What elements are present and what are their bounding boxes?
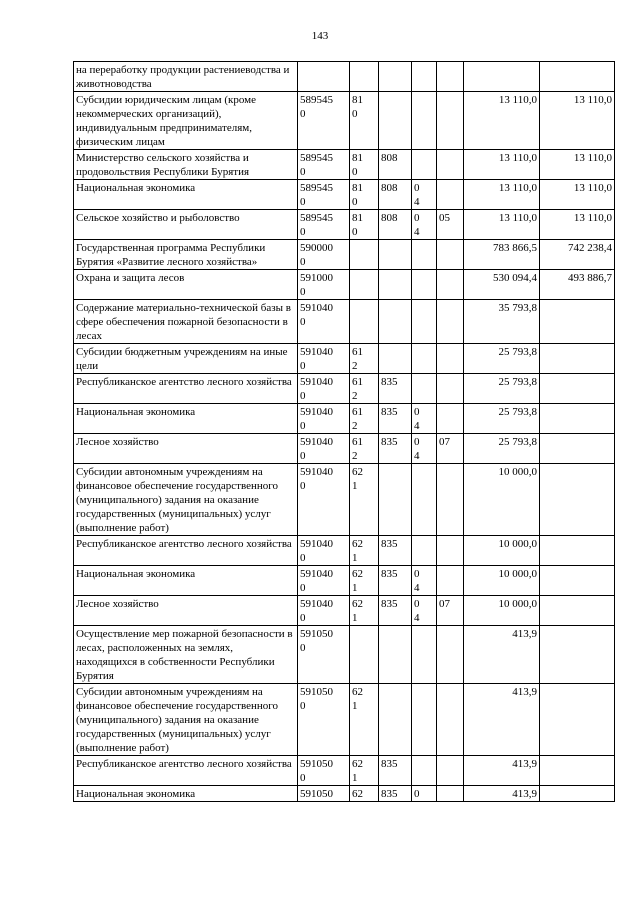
expense-type-code: 61 2 (350, 404, 379, 434)
expense-type-code: 62 1 (350, 684, 379, 756)
subsection-code (437, 240, 464, 270)
expense-type-code: 61 2 (350, 344, 379, 374)
subsection-code: 05 (437, 210, 464, 240)
expense-type-code: 62 (350, 786, 379, 802)
expense-type-code (350, 626, 379, 684)
ministry-code: 835 (379, 434, 412, 464)
amount-year-2 (540, 596, 615, 626)
expense-type-code: 81 0 (350, 180, 379, 210)
table-row (74, 566, 615, 596)
section-code (412, 536, 437, 566)
row-name: Субсидии автономным учреждениям на финансовое обеспечение государственного (муниципального) задания на оказание государственных (муниципальных) услуг (выполнение работ) (74, 464, 298, 536)
amount-year-2 (540, 374, 615, 404)
section-code (412, 374, 437, 404)
section-code: 0 4 (412, 210, 437, 240)
ministry-code (379, 92, 412, 150)
table-body (74, 62, 615, 802)
amount-year-1: 25 793,8 (464, 404, 540, 434)
target-article-code: 591000 0 (298, 270, 350, 300)
subsection-code (437, 180, 464, 210)
row-name: Национальная экономика (74, 180, 298, 210)
ministry-code (379, 464, 412, 536)
ministry-code: 808 (379, 150, 412, 180)
row-name: Национальная экономика (74, 786, 298, 802)
table-row (74, 626, 615, 684)
section-code (412, 344, 437, 374)
section-code: 0 4 (412, 404, 437, 434)
expense-type-code (350, 270, 379, 300)
row-name: Республиканское агентство лесного хозяйства (74, 536, 298, 566)
target-article-code: 589545 0 (298, 150, 350, 180)
amount-year-1: 783 866,5 (464, 240, 540, 270)
amount-year-1 (464, 62, 540, 92)
ministry-code (379, 626, 412, 684)
expense-type-code: 81 0 (350, 210, 379, 240)
amount-year-2: 742 238,4 (540, 240, 615, 270)
subsection-code (437, 464, 464, 536)
target-article-code: 591040 0 (298, 434, 350, 464)
row-name: Республиканское агентство лесного хозяйства (74, 374, 298, 404)
subsection-code (437, 92, 464, 150)
budget-table (73, 61, 615, 802)
expense-type-code: 81 0 (350, 150, 379, 180)
target-article-code: 589545 0 (298, 210, 350, 240)
target-article-code: 591040 0 (298, 300, 350, 344)
amount-year-1: 13 110,0 (464, 210, 540, 240)
expense-type-code: 61 2 (350, 374, 379, 404)
amount-year-1: 25 793,8 (464, 344, 540, 374)
target-article-code: 591040 0 (298, 374, 350, 404)
subsection-code (437, 62, 464, 92)
amount-year-2 (540, 626, 615, 684)
expense-type-code: 62 1 (350, 464, 379, 536)
amount-year-2 (540, 566, 615, 596)
amount-year-1: 413,9 (464, 684, 540, 756)
amount-year-1: 13 110,0 (464, 92, 540, 150)
ministry-code: 835 (379, 596, 412, 626)
row-name: Лесное хозяйство (74, 596, 298, 626)
target-article-code: 591040 0 (298, 596, 350, 626)
ministry-code (379, 240, 412, 270)
section-code: 0 4 (412, 596, 437, 626)
subsection-code (437, 344, 464, 374)
amount-year-1: 413,9 (464, 756, 540, 786)
section-code (412, 300, 437, 344)
amount-year-2 (540, 786, 615, 802)
ministry-code: 835 (379, 566, 412, 596)
row-name: Лесное хозяйство (74, 434, 298, 464)
subsection-code (437, 566, 464, 596)
table-row (74, 270, 615, 300)
amount-year-1: 413,9 (464, 626, 540, 684)
amount-year-1: 13 110,0 (464, 180, 540, 210)
amount-year-1: 10 000,0 (464, 596, 540, 626)
ministry-code (379, 684, 412, 756)
table-row (74, 596, 615, 626)
table-row (74, 756, 615, 786)
target-article-code: 591040 0 (298, 404, 350, 434)
table-row (74, 210, 615, 240)
subsection-code (437, 684, 464, 756)
row-name: Министерство сельского хозяйства и продовольствия Республики Бурятия (74, 150, 298, 180)
amount-year-1: 25 793,8 (464, 374, 540, 404)
amount-year-2: 13 110,0 (540, 210, 615, 240)
page-number: 143 (311, 30, 329, 42)
table-row (74, 344, 615, 374)
section-code (412, 92, 437, 150)
target-article-code: 591050 0 (298, 684, 350, 756)
target-article-code: 591050 0 (298, 626, 350, 684)
table-row (74, 180, 615, 210)
table-row (74, 786, 615, 802)
row-name: Сельское хозяйство и рыболовство (74, 210, 298, 240)
target-article-code: 591040 0 (298, 536, 350, 566)
amount-year-2 (540, 536, 615, 566)
table-row (74, 62, 615, 92)
amount-year-2 (540, 62, 615, 92)
section-code: 0 4 (412, 566, 437, 596)
subsection-code (437, 786, 464, 802)
section-code: 0 4 (412, 180, 437, 210)
amount-year-2 (540, 404, 615, 434)
expense-type-code (350, 62, 379, 92)
expense-type-code: 62 1 (350, 756, 379, 786)
section-code (412, 464, 437, 536)
subsection-code (437, 536, 464, 566)
subsection-code: 07 (437, 434, 464, 464)
target-article-code: 591040 0 (298, 464, 350, 536)
subsection-code (437, 756, 464, 786)
table-row (74, 150, 615, 180)
target-article-code: 591040 0 (298, 566, 350, 596)
ministry-code (379, 300, 412, 344)
expense-type-code: 62 1 (350, 566, 379, 596)
ministry-code (379, 344, 412, 374)
row-name: Содержание материально-технической базы в сфере обеспечения пожарной безопасности в лесах (74, 300, 298, 344)
ministry-code: 808 (379, 180, 412, 210)
amount-year-2: 13 110,0 (540, 92, 615, 150)
section-code (412, 270, 437, 300)
ministry-code: 835 (379, 756, 412, 786)
ministry-code: 808 (379, 210, 412, 240)
subsection-code (437, 374, 464, 404)
amount-year-2: 13 110,0 (540, 180, 615, 210)
row-name: Осуществление мер пожарной безопасности в лесах, расположенных на землях, находящихся в собственности Республики Бурятия (74, 626, 298, 684)
ministry-code: 835 (379, 536, 412, 566)
amount-year-1: 35 793,8 (464, 300, 540, 344)
row-name: Республиканское агентство лесного хозяйства (74, 756, 298, 786)
table-row (74, 684, 615, 756)
amount-year-1: 10 000,0 (464, 536, 540, 566)
amount-year-2 (540, 434, 615, 464)
subsection-code: 07 (437, 596, 464, 626)
expense-type-code: 81 0 (350, 92, 379, 150)
amount-year-1: 530 094,4 (464, 270, 540, 300)
row-name: Субсидии бюджетным учреждениям на иные цели (74, 344, 298, 374)
row-name: Охрана и защита лесов (74, 270, 298, 300)
subsection-code (437, 270, 464, 300)
ministry-code: 835 (379, 404, 412, 434)
row-name: Национальная экономика (74, 404, 298, 434)
ministry-code (379, 62, 412, 92)
section-code: 0 (412, 786, 437, 802)
table-row (74, 240, 615, 270)
section-code: 0 4 (412, 434, 437, 464)
amount-year-1: 25 793,8 (464, 434, 540, 464)
expense-type-code (350, 240, 379, 270)
section-code (412, 684, 437, 756)
target-article-code: 589545 0 (298, 180, 350, 210)
target-article-code: 591050 (298, 786, 350, 802)
table-row (74, 404, 615, 434)
table-row (74, 536, 615, 566)
section-code (412, 626, 437, 684)
amount-year-1: 413,9 (464, 786, 540, 802)
ministry-code: 835 (379, 786, 412, 802)
row-name: Субсидии автономным учреждениям на финансовое обеспечение государственного (муниципального) задания на оказание государственных (муниципальных) услуг (выполнение работ) (74, 684, 298, 756)
section-code (412, 150, 437, 180)
table-row (74, 374, 615, 404)
target-article-code (298, 62, 350, 92)
target-article-code: 589545 0 (298, 92, 350, 150)
target-article-code: 591050 0 (298, 756, 350, 786)
section-code (412, 756, 437, 786)
amount-year-2: 13 110,0 (540, 150, 615, 180)
table-row (74, 434, 615, 464)
amount-year-1: 10 000,0 (464, 566, 540, 596)
target-article-code: 590000 0 (298, 240, 350, 270)
ministry-code: 835 (379, 374, 412, 404)
row-name: на переработку продукции растениеводства и животноводства (74, 62, 298, 92)
row-name: Государственная программа Республики Бурятия «Развитие лесного хозяйства» (74, 240, 298, 270)
amount-year-2 (540, 756, 615, 786)
row-name: Национальная экономика (74, 566, 298, 596)
section-code (412, 62, 437, 92)
table-row (74, 300, 615, 344)
expense-type-code: 61 2 (350, 434, 379, 464)
amount-year-2 (540, 300, 615, 344)
subsection-code (437, 300, 464, 344)
table-row (74, 92, 615, 150)
amount-year-1: 13 110,0 (464, 150, 540, 180)
subsection-code (437, 404, 464, 434)
subsection-code (437, 626, 464, 684)
amount-year-2: 493 886,7 (540, 270, 615, 300)
expense-type-code (350, 300, 379, 344)
amount-year-2 (540, 684, 615, 756)
table-row (74, 464, 615, 536)
expense-type-code: 62 1 (350, 536, 379, 566)
section-code (412, 240, 437, 270)
row-name: Субсидии юридическим лицам (кроме некоммерческих организаций), индивидуальным предпринимателям, физическим лицам (74, 92, 298, 150)
ministry-code (379, 270, 412, 300)
amount-year-1: 10 000,0 (464, 464, 540, 536)
target-article-code: 591040 0 (298, 344, 350, 374)
subsection-code (437, 150, 464, 180)
amount-year-2 (540, 464, 615, 536)
expense-type-code: 62 1 (350, 596, 379, 626)
amount-year-2 (540, 344, 615, 374)
